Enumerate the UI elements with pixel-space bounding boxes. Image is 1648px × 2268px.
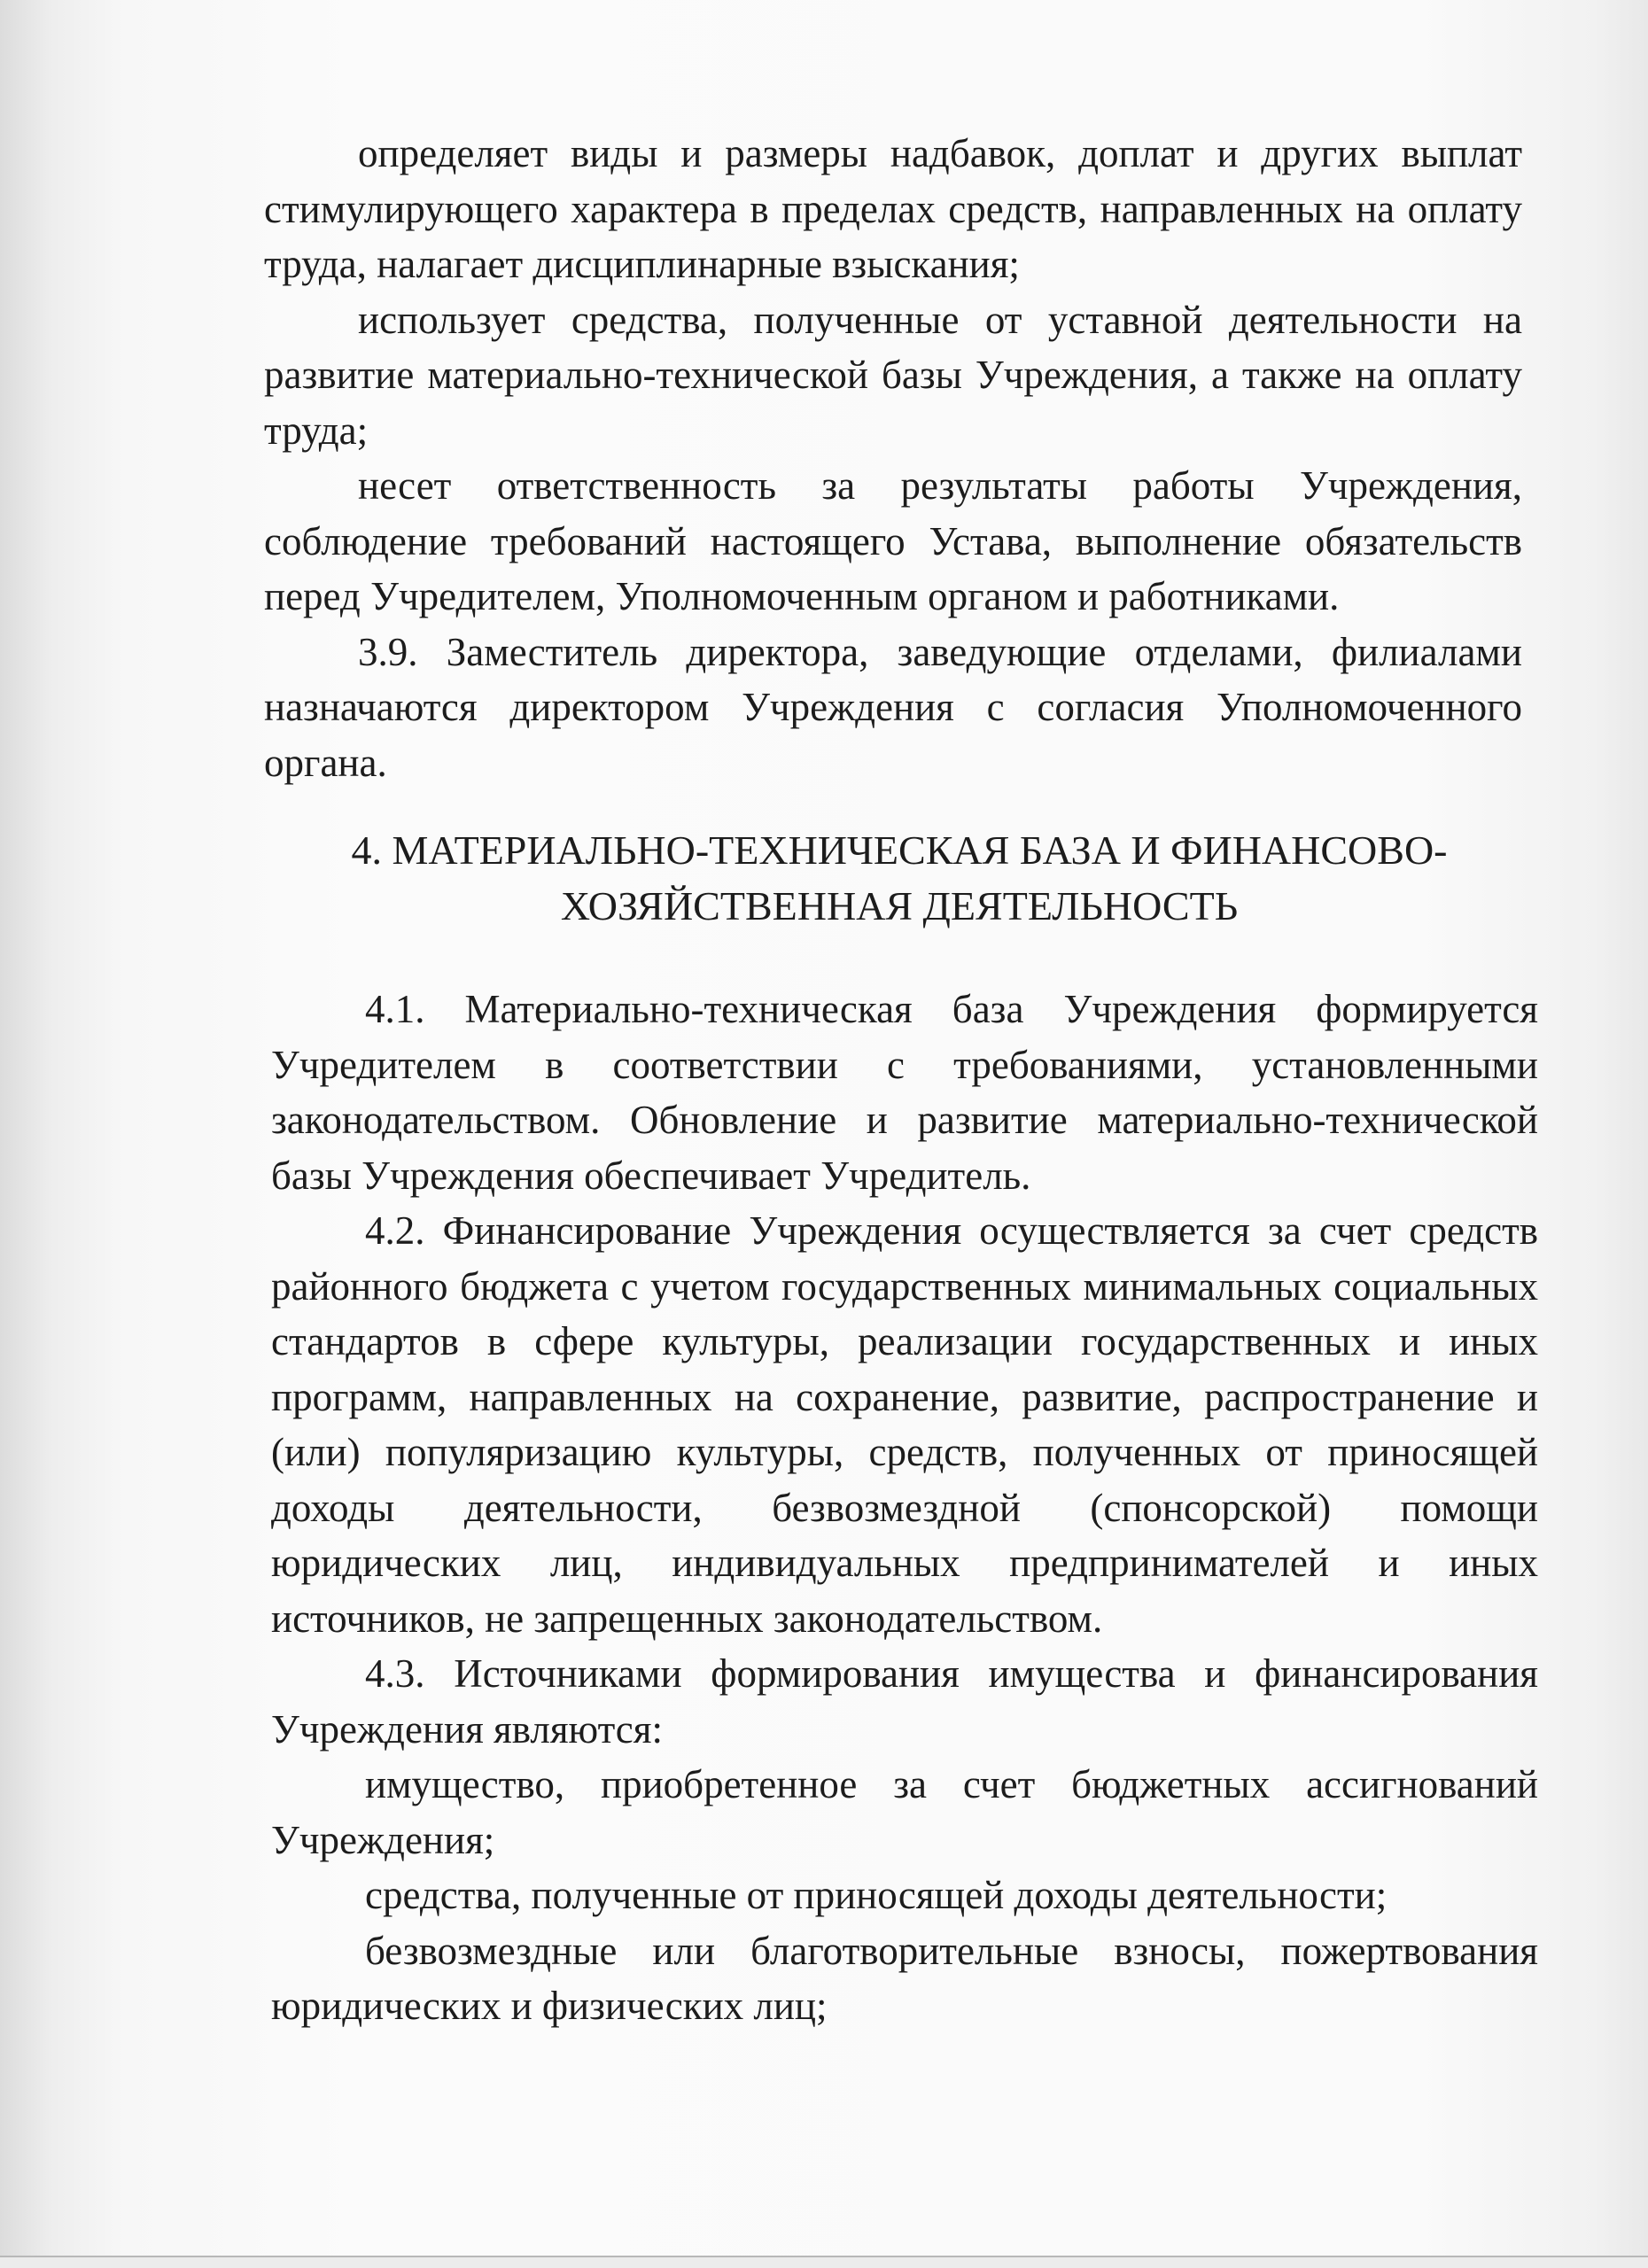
page-bottom-edge bbox=[0, 2256, 1648, 2268]
paragraph-4-3: 4.3. Источниками формирования имущества и финансирования Учреждения являются: bbox=[271, 1651, 1538, 1751]
section-heading-line-1: 4. МАТЕРИАЛЬНО-ТЕХНИЧЕСКАЯ БАЗА И ФИНАНСОВО- bbox=[351, 827, 1448, 873]
paragraph-responsibility: несет ответственность за результаты работы Учреждения, соблюдение требований настоящего Устава, выполнение обязательств перед Учредителем, Уполномоченным органом и работниками. bbox=[264, 463, 1522, 618]
list-item-income: средства, полученные от приносящей доходы деятельности; bbox=[365, 1873, 1388, 1917]
section-heading bbox=[266, 822, 1533, 934]
section-heading-line-2: ХОЗЯЙСТВЕННАЯ ДЕЯТЕЛЬНОСТЬ bbox=[560, 883, 1239, 928]
paragraph-funds-use: использует средства, полученные от уставной деятельности на развитие материально-технической базы Учреждения, а также на оплату труда; bbox=[264, 297, 1522, 453]
document-body-top bbox=[264, 126, 1522, 790]
paragraph-allowances: определяет виды и размеры надбавок, доплат и других выплат стимулирующего характера в пределах средств, направленных на оплату труда, налагает дисциплинарные взыскания; bbox=[264, 131, 1522, 286]
paragraph-3-9: 3.9. Заместитель директора, заведующие отделами, филиалами назначаются директором Учреждения с согласия Уполномоченного органа. bbox=[264, 629, 1522, 785]
list-item-property: имущество, приобретенное за счет бюджетных ассигнований Учреждения; bbox=[271, 1762, 1538, 1862]
paragraph-4-1: 4.1. Материально-техническая база Учреждения формируется Учредителем в соответствии с требованиями, установленными законодательством. Обновление и развитие материально-технической базы Учреждения обеспечивает Учредитель. bbox=[271, 987, 1538, 1198]
list-item-donations: безвозмездные или благотворительные взносы, пожертвования юридических и физических лиц; bbox=[271, 1928, 1538, 2028]
document-body-section-4 bbox=[271, 982, 1538, 2034]
paragraph-4-2: 4.2. Финансирование Учреждения осуществляется за счет средств районного бюджета с учетом государственных минимальных социальных стандартов в сфере культуры, реализации государственных и иных программ, направленных на сохранение, развитие, распространение и (или) популяризацию культуры, средств, полученных от приносящей доходы деятельности, безвозмездной (спонсорской) помощи юридических лиц, индивидуальных предпринимателей и иных источников, не запрещенных законодательством. bbox=[271, 1208, 1538, 1641]
